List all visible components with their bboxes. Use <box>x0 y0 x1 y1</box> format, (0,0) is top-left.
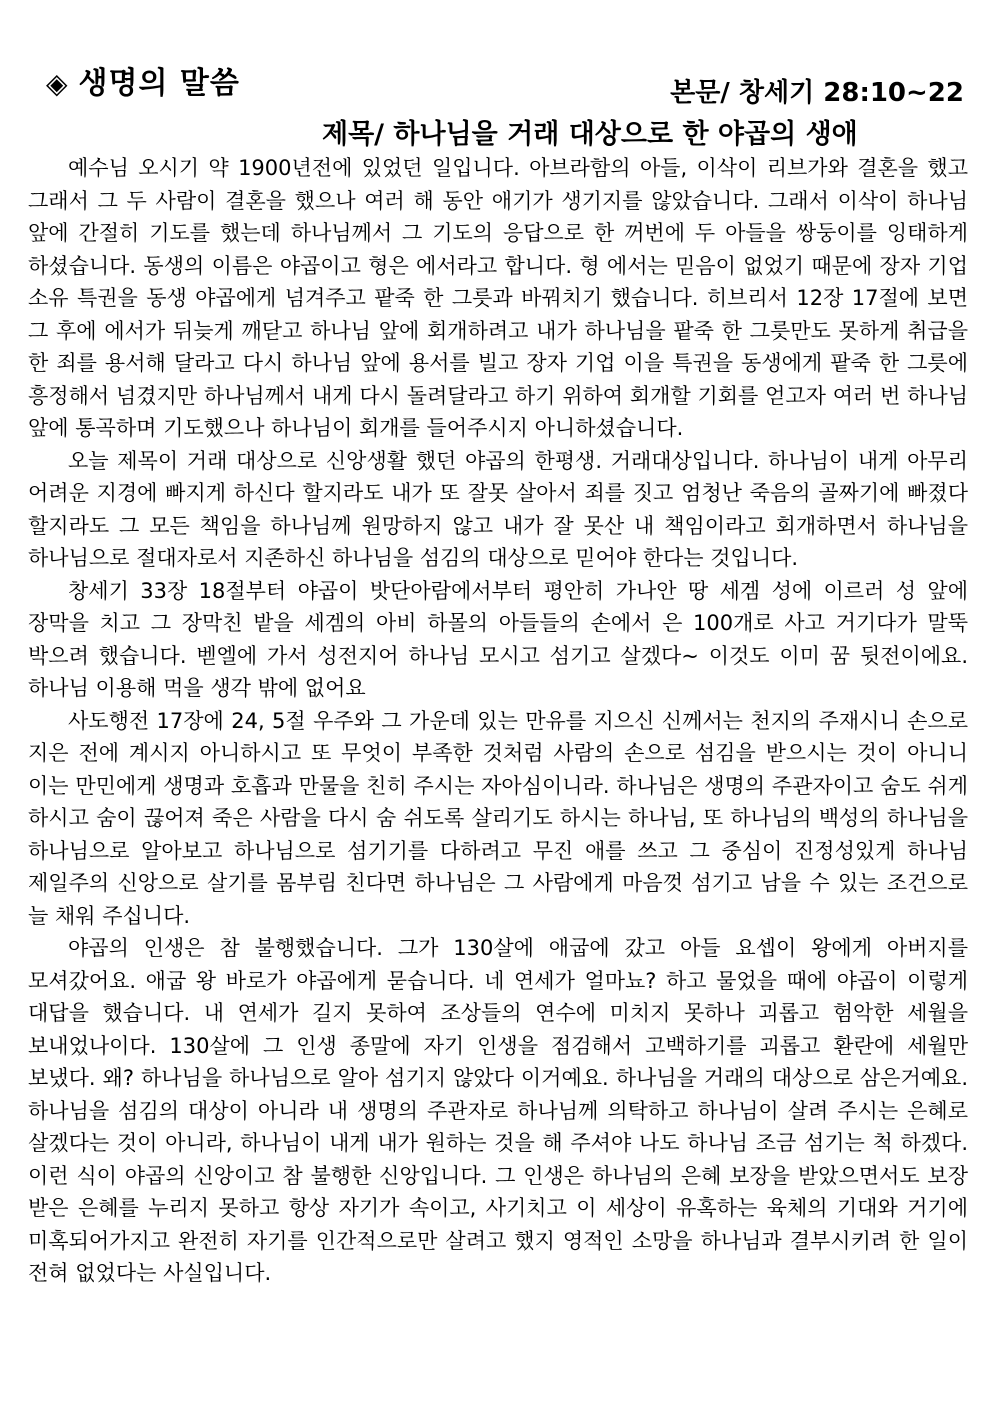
scripture-reference: 본문/ 창세기 28:10~22 <box>670 78 964 108</box>
paragraph: 오늘 제목이 거래 대상으로 신앙생활 했던 야곱의 한평생. 거래대상입니다. 하나님이 내게 아무리 어려운 지경에 빠지게 하신다 할지라도 내가 또 잘못 살아서 죄를 짓고 엄청난 죽음의 골짜기에 빠졌다 할지라도 그 모든 책임을 하나님께 원망하지 않고 내가 잘 못산 내 책임이라고 회개하면서 하나님을 하나님으로 절대자로서 지존하신 하나님을 섬김의 대상으로 믿어야 한다는 것입니다. <box>28 448 968 570</box>
sermon-body <box>28 152 968 1290</box>
section-label: 생명의 말씀 <box>78 66 240 101</box>
sermon-title: 제목/ 하나님을 거래 대상으로 한 야곱의 생애 <box>322 119 858 150</box>
paragraph: 창세기 33장 18절부터 야곱이 밧단아람에서부터 평안히 가나안 땅 세겜 성에 이르러 성 앞에 장막을 치고 그 장막친 밭을 세겜의 아비 하몰의 아들들의 손에서 은 100개로 사고 거기다가 말뚝 박으려 했습니다. 벧엘에 가서 성전지어 하나님 모시고 섬기고 살겠다~ 이것도 이미 꿈 뒷전이에요. 하나님 이용해 먹을 생각 밖에 없어요 <box>28 578 968 700</box>
paragraph: 야곱의 인생은 참 불행했습니다. 그가 130살에 애굽에 갔고 아들 요셉이 왕에게 아버지를 모셔갔어요. 애굽 왕 바로가 야곱에게 묻습니다. 네 연세가 얼마뇨? 하고 물었을 때에 야곱이 이렇게 대답을 했습니다. 내 연세가 길지 못하여 조상들의 연수에 미치지 못하나 괴롭고 험악한 세월을 보내었나이다. 130살에 그 인생 종말에 자기 인생을 점검해서 고백하기를 괴롭고 환란에 세월만 보냈다. 왜? 하나님을 하나님으로 알아 섬기지 않았다 이거예요. 하나님을 거래의 대상으로 삼은거예요. 하나님을 섬김의 대상이 아니라 내 생명의 주관자로 하나님께 의탁하고 하나님이 살려 주시는 은혜로 살겠다는 것이 아니라, 하나님이 내게 내가 원하는 것을 해 주셔야 나도 하나님 조금 섬기는 척 하겠다. 이런 식이 야곱의 신앙이고 참 불행한 신앙입니다. 그 인생은 하나님의 은혜 보장을 받았으면서도 보장 받은 은혜를 누리지 못하고 항상 자기가 속이고, 사기치고 이 세상이 유혹하는 육체의 기대와 거기에 미혹되어가지고 완전히 자기를 인간적으로만 살려고 했지 영적인 소망을 하나님과 결부시키려 한 일이 전혀 없었다는 사실입니다. <box>28 936 968 1285</box>
section-title <box>46 58 240 102</box>
paragraph: 예수님 오시기 약 1900년전에 있었던 일입니다. 아브라함의 아들, 이삭이 리브가와 결혼을 했고 그래서 그 두 사람이 결혼을 했으나 여러 해 동안 애기가 생기지를 않았습니다. 그래서 이삭이 하나님 앞에 간절히 기도를 했는데 하나님께서 그 기도의 응답으로 한 꺼번에 두 아들을 쌍둥이를 잉태하게 하셨습니다. 동생의 이름은 야곱이고 형은 에서라고 합니다. 형 에서는 믿음이 없었기 때문에 장자 기업 소유 특권을 동생 야곱에게 넘겨주고 팥죽 한 그릇과 바꿔치기 했습니다. 히브리서 12장 17절에 보면 그 후에 에서가 뒤늦게 깨닫고 하나님 앞에 회개하려고 내가 하나님을 팥죽 한 그릇만도 못하게 취급을 한 죄를 용서해 달라고 다시 하나님 앞에 용서를 빌고 장자 기업 이을 특권을 동생에게 팥죽 한 그릇에 흥정해서 넘겼지만 하나님께서 내게 다시 돌려달라고 하기 위하여 회개할 기회를 얻고자 여러 번 하나님 앞에 통곡하며 기도했으나 하나님이 회개를 들어주시지 아니하셨습니다. <box>28 156 968 440</box>
paragraph: 사도행전 17장에 24, 5절 우주와 그 가운데 있는 만유를 지으신 신께서는 천지의 주재시니 손으로 지은 전에 계시지 아니하시고 또 무엇이 부족한 것처럼 사람의 손으로 섬김을 받으시는 것이 아니니 이는 만민에게 생명과 호흡과 만물을 친히 주시는 자아심이니라. 하나님은 생명의 주관자이고 숨도 쉬게 하시고 숨이 끊어져 죽은 사람을 다시 숨 쉬도록 살리기도 하시는 하나님, 또 하나님의 백성의 하나님을 하나님으로 알아보고 하나님으로 섬기기를 다하려고 무진 애를 쓰고 그 중심이 진정성있게 하나님 제일주의 신앙으로 살기를 몸부림 친다면 하나님은 그 사람에게 마음껏 섬기고 남을 수 있는 조건으로 늘 채워 주십니다. <box>28 708 968 928</box>
diamond-icon: ◈ <box>46 67 69 100</box>
